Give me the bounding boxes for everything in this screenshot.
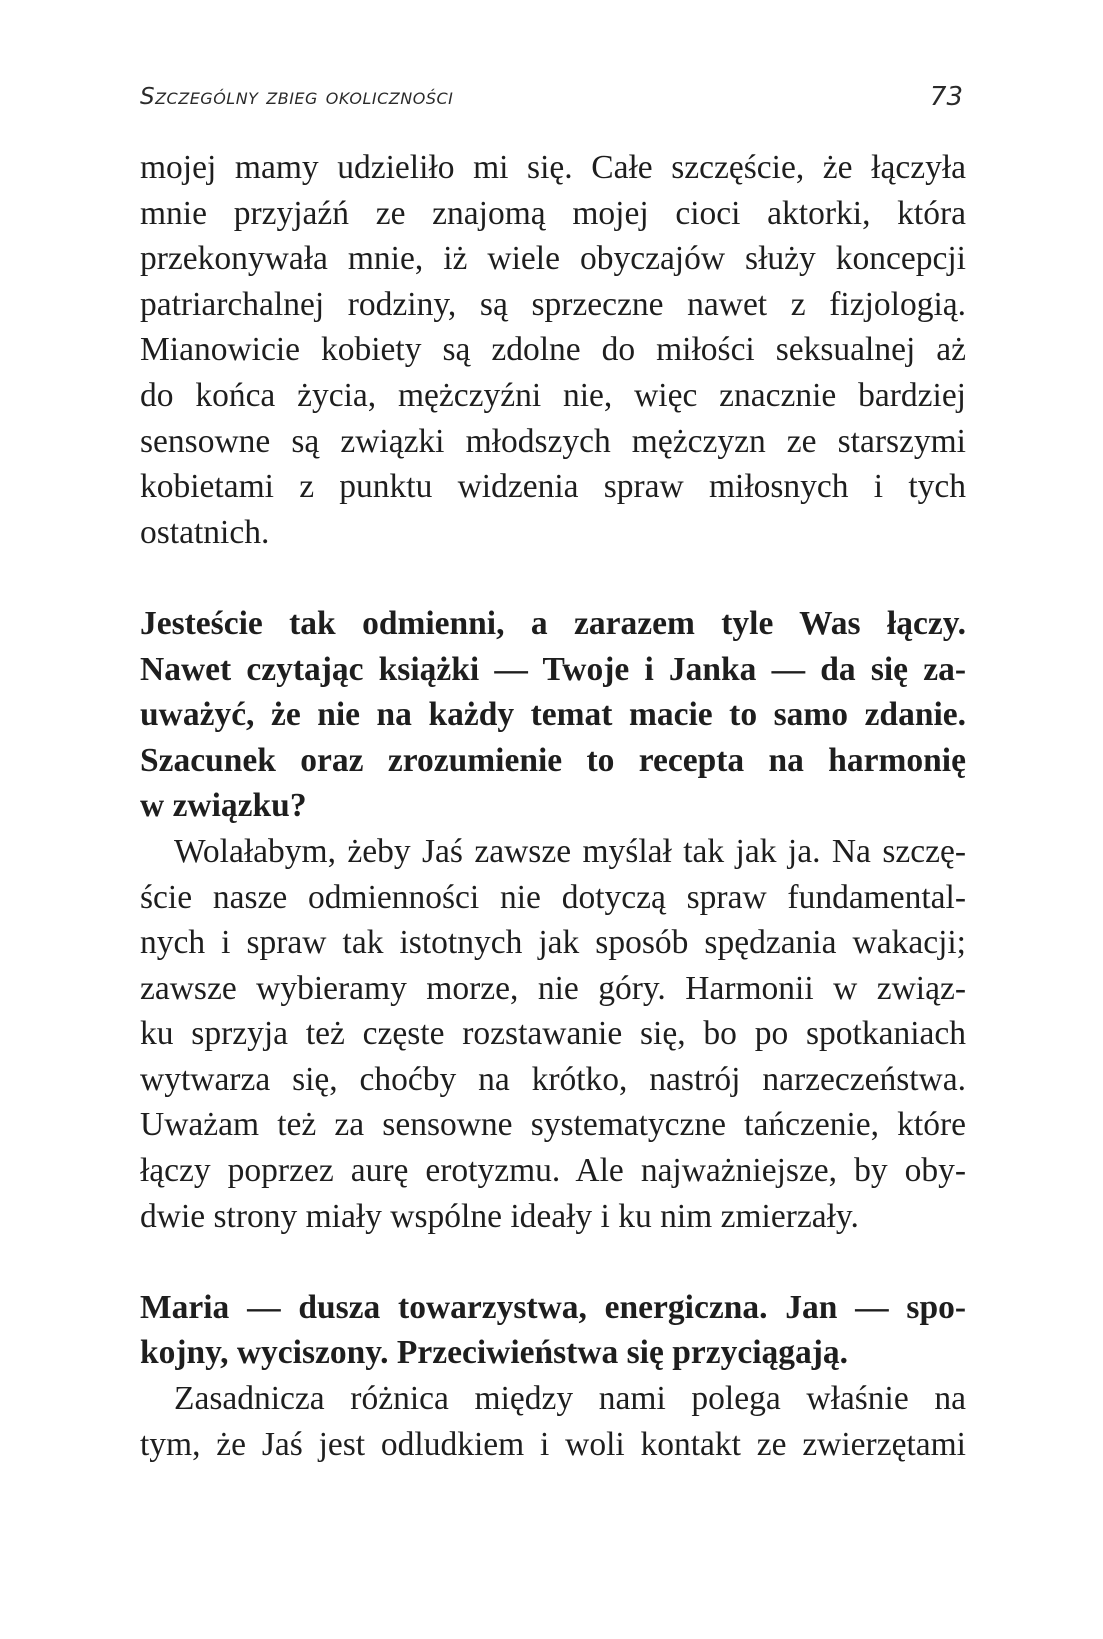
- paragraph-gap: [140, 1239, 966, 1285]
- text-line: patriarchalnej rodziny, są sprzeczne nawet z fizjologią.: [140, 285, 966, 323]
- answer-line: Zasadnicza różnica między nami polega właśnie na: [174, 1380, 966, 1418]
- question-line: Szacunek oraz zrozumienie to recepta na harmonię: [140, 741, 966, 779]
- answer-line: Wolałabym, żeby Jaś zawsze myślał tak jak ja. Na szczę-: [174, 832, 966, 870]
- answer-line: wytwarza się, choćby na krótko, nastrój narzeczeństwa.: [140, 1060, 966, 1098]
- text-line: sensowne są związki młodszych mężczyzn ze starszymi: [140, 422, 966, 460]
- running-head-text: Szczególny zbieg okoliczności: [140, 84, 454, 110]
- text-line: ostatnich.: [140, 513, 270, 551]
- answer-line: nych i spraw tak istotnych jak sposób spędzania wakacji;: [140, 924, 966, 962]
- text-line: mnie przyjaźń ze znajomą mojej cioci aktorki, która: [140, 194, 966, 232]
- answer-line: łączy poprzez aurę erotyzmu. Ale najważniejsze, by oby-: [140, 1152, 966, 1190]
- paragraph-gap: [140, 555, 966, 601]
- answer-line: ście nasze odmienności nie dotyczą spraw fundamental-: [140, 878, 966, 916]
- text-line: mojej mamy udzieliło mi się. Całe szczęście, że łączyła: [140, 149, 966, 186]
- question-line: kojny, wyciszony. Przeciwieństwa się przyciągają.: [140, 1334, 849, 1372]
- answer-line: dwie strony miały wspólne ideały i ku nim zmierzały.: [140, 1197, 859, 1235]
- text-line: do końca życia, mężczyźni nie, więc znacznie bardziej: [140, 376, 966, 414]
- answer-line: zawsze wybieramy morze, nie góry. Harmonii w związ-: [140, 969, 966, 1007]
- interview-answer: [140, 1376, 966, 1467]
- question-line: w związku?: [140, 787, 307, 825]
- question-line: Maria — dusza towarzystwa, energiczna. Jan — spo-: [140, 1288, 966, 1326]
- question-line: Jesteście tak odmienni, a zarazem tyle Was łączy.: [140, 604, 966, 642]
- page-number: 73: [929, 82, 963, 112]
- text-line: przekonywała mnie, iż wiele obyczajów służy koncepcji: [140, 240, 966, 278]
- answer-line: tym, że Jaś jest odludkiem i woli kontakt ze zwierzętami: [140, 1425, 966, 1463]
- paragraph: [140, 145, 966, 555]
- interview-answer: [140, 829, 966, 1239]
- text-line: kobietami z punktu widzenia spraw miłosnych i tych: [140, 468, 966, 506]
- answer-line: ku sprzyja też częste rozstawanie się, bo po spotkaniach: [140, 1015, 966, 1053]
- interview-question: [140, 1285, 966, 1376]
- answer-line: Uważam też za sensowne systematyczne tańczenie, które: [140, 1106, 966, 1144]
- text-line: Mianowicie kobiety są zdolne do miłości seksualnej aż: [140, 331, 966, 369]
- interview-question: [140, 601, 966, 829]
- question-line: Nawet czytając książki — Twoje i Janka — da się za-: [140, 650, 966, 688]
- main-text: [140, 145, 966, 1467]
- running-head: [140, 84, 453, 110]
- question-line: uważyć, że nie na każdy temat macie to samo zdanie.: [140, 696, 966, 734]
